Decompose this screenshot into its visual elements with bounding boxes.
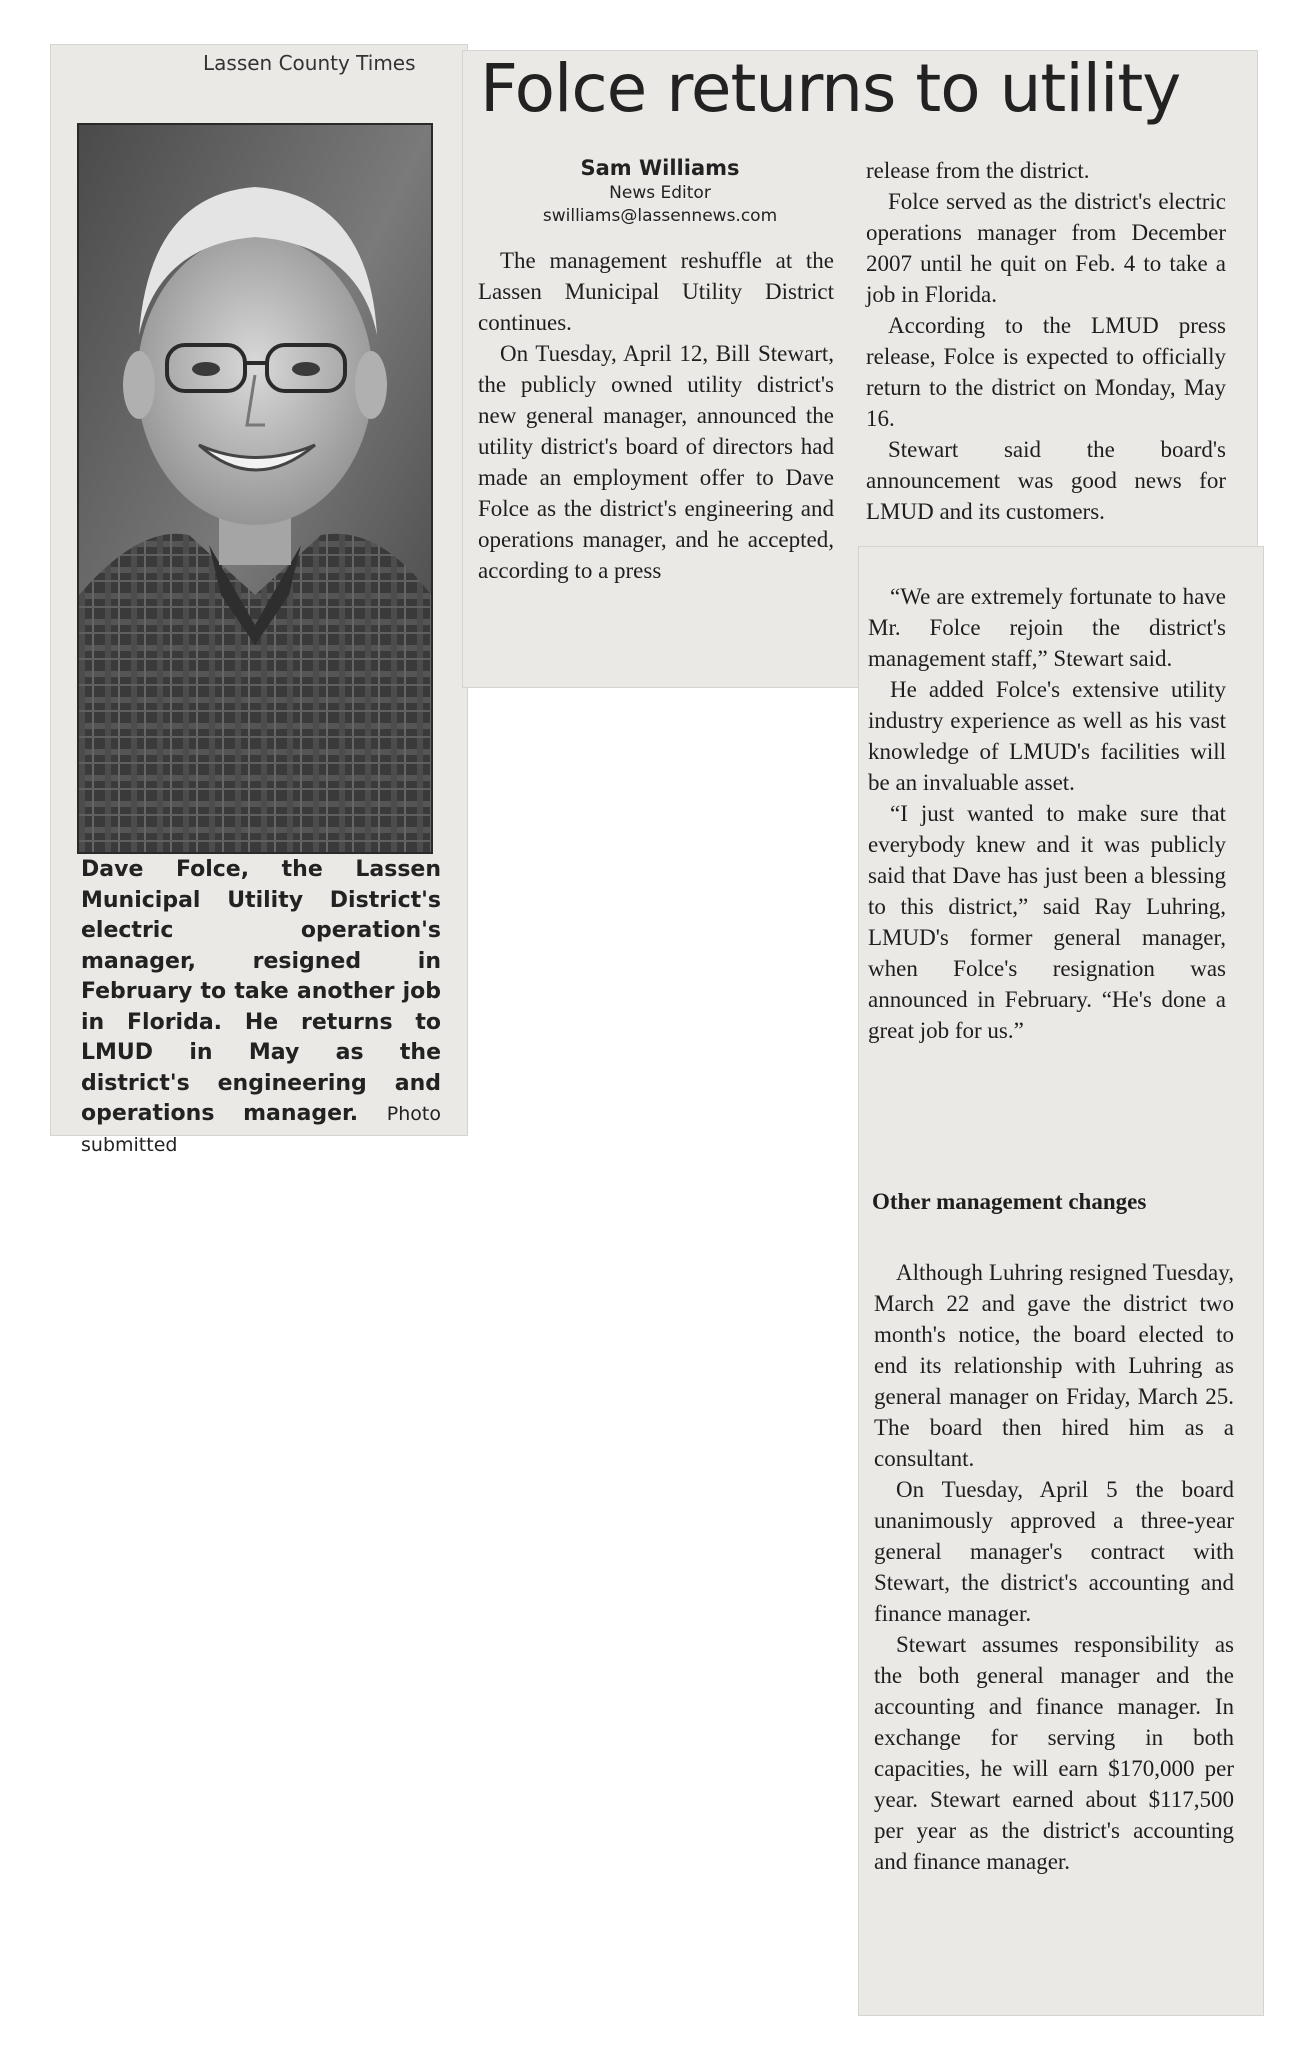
portrait-illustration [79, 125, 431, 852]
paragraph: According to the LMUD press release, Folce is expected to officially return to the district on Monday, May 16. [866, 313, 1226, 431]
paragraph: On Tuesday, April 5 the board unanimously approved a three-year general manager's contract with Stewart, the district's accounting and finance manager. [874, 1477, 1234, 1626]
portrait-photo [77, 123, 433, 854]
paragraph: The management reshuffle at the Lassen Municipal Utility District continues. [478, 248, 834, 335]
photo-credit: Photo submitted [81, 1103, 441, 1156]
article-column-4 [874, 1257, 1234, 1877]
paragraph: He added Folce's extensive utility industry experience as well as his vast knowledge of LMUD's facilities will be an invaluable asset. [868, 677, 1226, 795]
paragraph: Stewart said the board's announcement was good news for LMUD and its customers. [866, 437, 1226, 524]
paragraph: Folce served as the district's electric operations manager from December 2007 until he quit on Feb. 4 to take a job in Florida. [866, 189, 1226, 307]
subheading: Other management changes [872, 1189, 1147, 1214]
publication-name: Lassen County Times [203, 51, 416, 75]
article-column-3 [868, 581, 1226, 1046]
photo-caption [81, 855, 441, 1160]
paragraph-continuation: release from the district. [866, 158, 1090, 183]
paragraph: On Tuesday, April 12, Bill Stewart, the publicly owned utility district's new general manager, announced the utility district's board of directors had made an employment offer to Dave Folce as the district's engineering and operations manager, and he accepted, according to a press [478, 341, 834, 583]
byline-title: News Editor [609, 183, 711, 203]
byline-email: swilliams@lassennews.com [542, 206, 778, 226]
headline: Folce returns to utility [480, 50, 1181, 127]
paragraph: “I just wanted to make sure that everybody knew and it was publicly said that Dave has just been a blessing to this district,” said Ray Luhring, LMUD's former general manager, when Folce's resignation was announced in February. “He's done a great job for us.” [868, 801, 1226, 1043]
article-column-1 [478, 245, 834, 586]
paragraph: Stewart assumes responsibility as the both general manager and the accounting and finance manager. In exchange for serving in both capacities, he will earn $170,000 per year. Stewart earned about $117,500 per year as the district's accounting and finance manager. [874, 1632, 1234, 1874]
article-column-2 [866, 155, 1226, 527]
byline-author: Sam Williams [580, 156, 740, 180]
paragraph: Although Luhring resigned Tuesday, March 22 and gave the district two month's notice, the board elected to end its relationship with Luhring as general manager on Friday, March 25. The board then hired him as a consultant. [874, 1260, 1234, 1471]
caption-text: Dave Folce, the Lassen Municipal Utility District's electric operation's manager, resigned in February to take another job in Florida. He returns to LMUD in May as the district's engineering and operations manager. [81, 857, 441, 1126]
paragraph: “We are extremely fortunate to have Mr. Folce rejoin the district's management staff,” Stewart said. [868, 584, 1226, 671]
